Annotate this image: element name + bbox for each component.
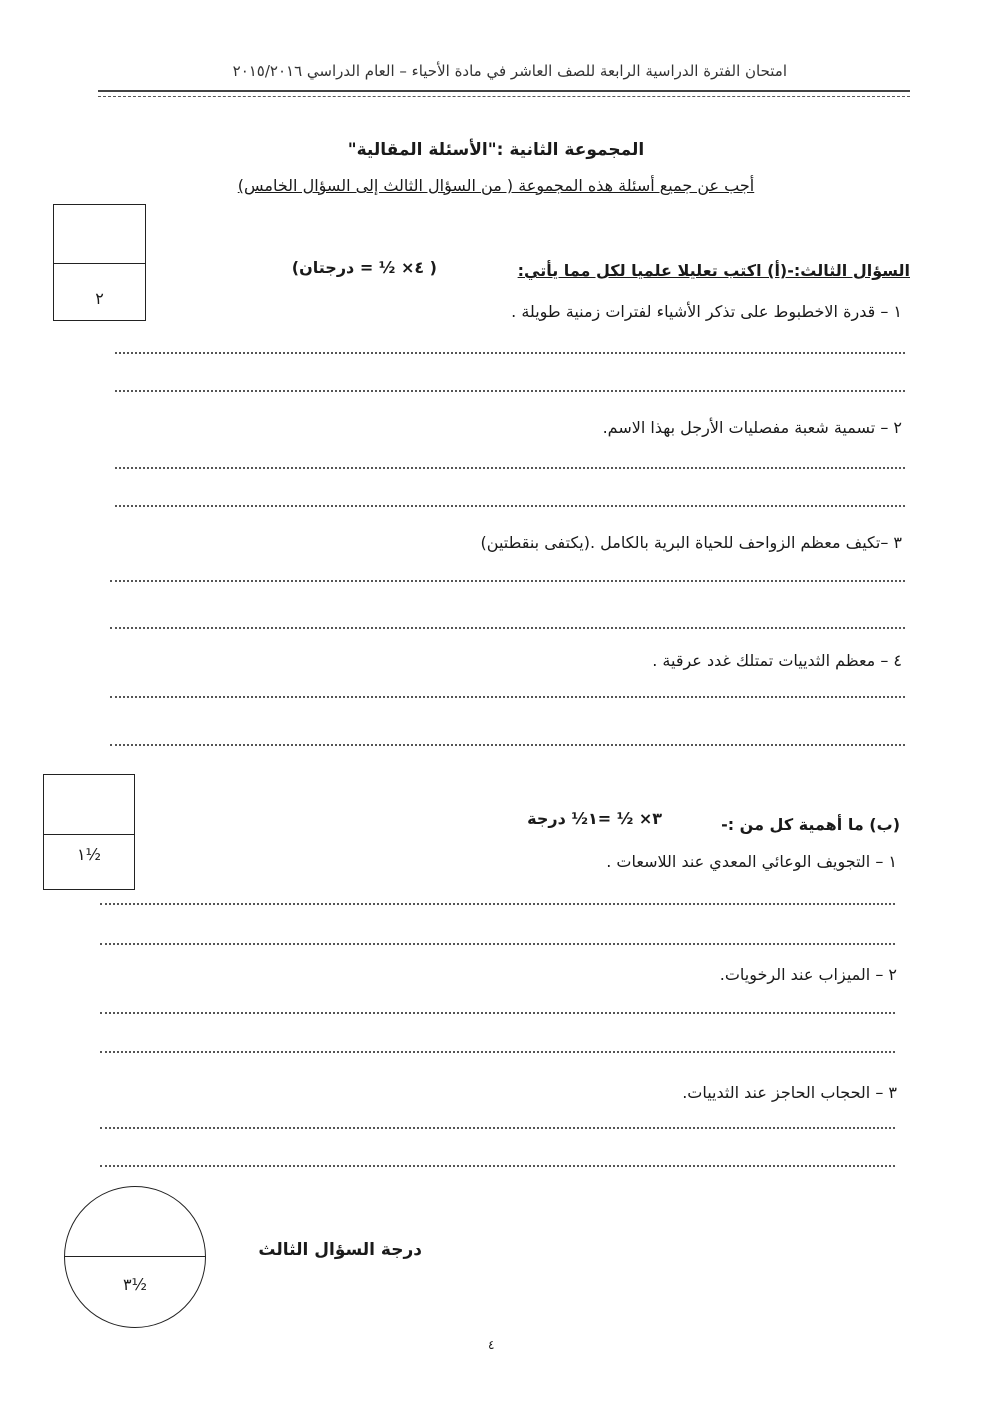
total-score-value: ٣½ (122, 1275, 148, 1294)
score-box-part-b (43, 774, 135, 890)
group-title: المجموعة الثانية :"الأسئلة المقالية" (347, 140, 645, 160)
answer-line[interactable] (100, 1127, 895, 1129)
answer-line[interactable] (110, 627, 905, 629)
question3-marks: ( ٤× ½ = درجتان) (291, 258, 437, 277)
answer-line[interactable] (100, 1165, 895, 1167)
total-score-circle (64, 1186, 206, 1328)
answer-line[interactable] (100, 1051, 895, 1053)
answer-line[interactable] (110, 580, 905, 582)
question-item: ٤ – معظم الثدييات تمتلك غدد عرقية . (652, 651, 902, 670)
answer-line[interactable] (110, 744, 905, 746)
answer-line[interactable] (115, 467, 905, 469)
question-item: ٣ – الحجاب الحاجز عند الثدييات. (682, 1083, 897, 1102)
question3-heading: السؤال الثالث:-(أ) اكتب تعليلا علميا لكل مما يأتي: (517, 261, 910, 280)
part-b-heading: (ب) ما أهمية كل من :- (721, 815, 900, 834)
question-item: ٣ –تكيف معظم الزواحف للحياة البرية بالكامل .(يكتفى بنقطتين) (480, 533, 902, 552)
score-box-part-a (53, 204, 146, 321)
score-box-value: ٢ (95, 289, 104, 308)
answer-line[interactable] (100, 903, 895, 905)
part-b-marks: ٣× ½ =١½ درجة (527, 809, 662, 828)
question-item: ٢ – الميزاب عند الرخويات. (719, 965, 897, 984)
answer-line[interactable] (115, 352, 905, 354)
exam-header: امتحان الفترة الدراسية الرابعة للصف العاشر في مادة الأحياء – العام الدراسي ٢٠١٥/٢٠١٦ (232, 62, 787, 80)
group-instruction: أجب عن جميع أسئلة هذه المجموعة ( من السؤال الثالث إلى السؤال الخامس) (237, 176, 755, 195)
page-number: ٤ (488, 1338, 495, 1352)
answer-line[interactable] (115, 390, 905, 392)
question-item: ٢ – تسمية شعبة مفصليات الأرجل بهذا الاسم. (602, 418, 902, 437)
answer-line[interactable] (110, 696, 905, 698)
circle-divider (65, 1256, 205, 1257)
question-item: ١ – التجويف الوعائي المعدي عند اللاسعات . (606, 852, 897, 871)
score-box-divider (44, 834, 134, 835)
answer-line[interactable] (115, 505, 905, 507)
question-total-label: درجة السؤال الثالث (258, 1240, 422, 1260)
answer-line[interactable] (100, 943, 895, 945)
header-divider (98, 90, 910, 97)
score-box-divider (54, 263, 145, 264)
question-item: ١ – قدرة الاخطبوط على تذكر الأشياء لفترات زمنية طويلة . (511, 302, 902, 321)
answer-line[interactable] (100, 1012, 895, 1014)
score-box-value: ١½ (76, 845, 102, 864)
